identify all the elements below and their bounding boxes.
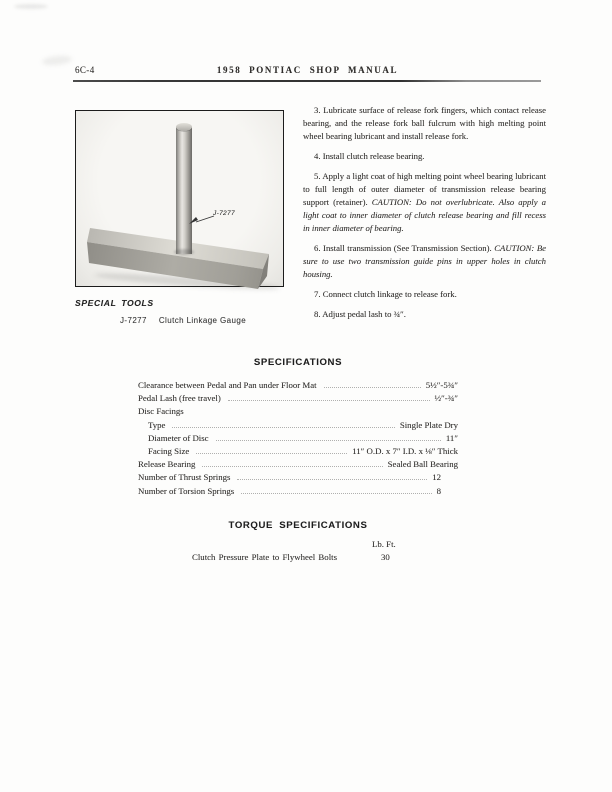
page-number: 6C-4 bbox=[75, 65, 95, 75]
tool-number: J-7277 bbox=[120, 316, 147, 325]
dot-leader bbox=[237, 479, 427, 480]
tool-rod bbox=[176, 127, 192, 254]
torque-specifications-heading: TORQUE SPECIFICATIONS bbox=[228, 520, 368, 531]
step-text: 8. Adjust pedal lash to ¾″. bbox=[314, 309, 406, 319]
spec-row bbox=[138, 393, 458, 406]
step-text: 3. Lubricate surface of release fork fingers, which contact release bearing, and the release fork ball fulcrum with high melting point wheel bearing lubricant and install release fork. bbox=[303, 105, 546, 141]
dot-leader bbox=[228, 400, 430, 401]
step-caution-text: CAUTION: Be sure to use two transmission guide pins in upper holes in clutch housing. bbox=[303, 243, 547, 279]
procedure-step bbox=[303, 104, 546, 143]
procedure-step bbox=[303, 308, 546, 321]
spec-label: Diameter of Disc bbox=[148, 432, 209, 443]
procedure-step bbox=[303, 288, 546, 301]
spec-label: Disc Facings bbox=[138, 406, 184, 417]
dot-leader bbox=[196, 453, 347, 454]
tool-rod-cap bbox=[176, 123, 192, 131]
dot-leader bbox=[324, 387, 421, 388]
specifications-heading: SPECIFICATIONS bbox=[253, 357, 343, 368]
scan-artifact bbox=[42, 54, 73, 66]
spec-value: 11″ O.D. x 7″ I.D. x ⅛″ Thick bbox=[352, 445, 458, 456]
tool-caption-row bbox=[120, 316, 246, 325]
step-text: 7. Connect clutch linkage to release fork. bbox=[314, 289, 457, 299]
procedure-step bbox=[303, 242, 546, 281]
spec-row bbox=[138, 406, 458, 419]
tool-photo bbox=[75, 110, 284, 287]
step-text: 5. Apply a light coat of high melting point wheel bearing lubricant to full length of outer diameter of transmission release bearing support (retainer). bbox=[303, 171, 546, 207]
callout-arrow-icon bbox=[188, 213, 216, 227]
torque-unit-header: Lb. Ft. bbox=[372, 539, 396, 549]
dot-leader bbox=[216, 440, 441, 441]
spec-value: 11″ bbox=[445, 432, 458, 443]
spec-row bbox=[138, 486, 458, 499]
spec-row bbox=[138, 380, 458, 393]
dot-leader bbox=[172, 427, 394, 428]
spec-label: Release Bearing bbox=[138, 459, 196, 470]
special-tools-heading: SPECIAL TOOLS bbox=[75, 298, 154, 308]
spec-row bbox=[138, 472, 458, 485]
procedure-column bbox=[303, 104, 546, 328]
page-title: 1958 PONTIAC SHOP MANUAL bbox=[216, 65, 399, 75]
procedure-step bbox=[303, 170, 546, 235]
spec-label: Pedal Lash (free travel) bbox=[138, 393, 221, 404]
dot-leader bbox=[202, 466, 382, 467]
spec-row bbox=[138, 459, 458, 472]
spec-row bbox=[138, 420, 458, 433]
spec-label: Facing Size bbox=[148, 445, 190, 456]
step-text: 4. Install clutch release bearing. bbox=[314, 151, 425, 161]
tool-rod-joint-shadow bbox=[174, 249, 194, 255]
spec-label: Clearance between Pedal and Pan under Floor Mat bbox=[138, 380, 317, 390]
step-caution-text: CAUTION: Do not overlubricate. Also apply a light coat to inner diameter of clutch release bearing and fill recess in inner diameter of bearing. bbox=[303, 197, 547, 233]
spec-value: Single Plate Dry bbox=[399, 419, 458, 430]
torque-row-value: 30 bbox=[381, 552, 390, 562]
spec-label: Number of Torsion Springs bbox=[138, 485, 235, 496]
procedure-step bbox=[303, 150, 546, 163]
spec-row bbox=[138, 433, 458, 446]
spec-row bbox=[138, 446, 458, 459]
spec-label: Number of Thrust Springs bbox=[138, 472, 231, 483]
header-rule bbox=[73, 80, 541, 82]
spec-value: ½″-¾″ bbox=[434, 393, 458, 404]
dot-leader bbox=[241, 493, 431, 494]
scan-artifact-top bbox=[14, 4, 48, 9]
torque-row-label: Clutch Pressure Plate to Flywheel Bolts bbox=[192, 552, 338, 562]
spec-value: Sealed Ball Bearing bbox=[387, 459, 458, 470]
tool-name: Clutch Linkage Gauge bbox=[158, 316, 247, 325]
spec-value: 5½″-5¾″ bbox=[425, 380, 458, 390]
step-text: 6. Install transmission (See Transmission Section). bbox=[314, 243, 492, 253]
specifications-table bbox=[138, 380, 458, 499]
tool-callout-label: J-7277 bbox=[213, 210, 235, 217]
spec-label: Type bbox=[148, 419, 166, 430]
spec-value: 12 bbox=[432, 472, 441, 483]
spec-value: 8 bbox=[436, 485, 441, 496]
